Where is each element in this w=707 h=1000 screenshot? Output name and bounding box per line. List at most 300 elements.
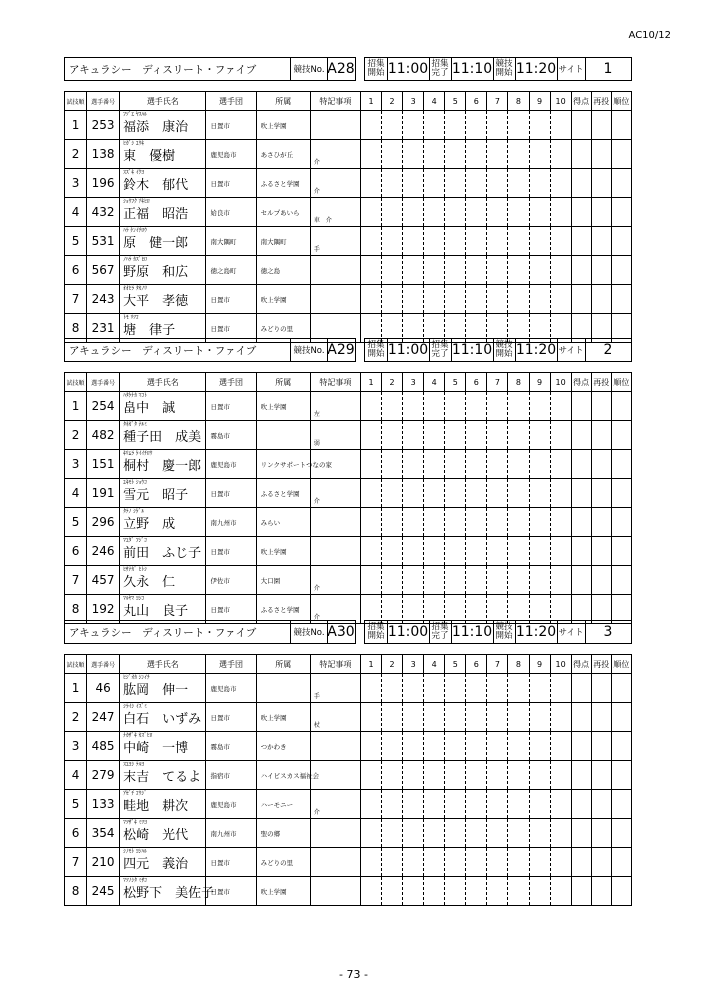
player-affiliation: あさひが丘	[256, 140, 310, 169]
total-score-cell	[571, 566, 591, 595]
player-team: 伊佐市	[206, 566, 256, 595]
player-row	[65, 848, 632, 877]
column-header: 6	[466, 92, 487, 111]
comp-start-time: 11:20	[515, 61, 557, 77]
column-header: 1	[361, 373, 382, 392]
rank-cell	[611, 819, 631, 848]
column-header: 3	[403, 655, 424, 674]
total-score-cell	[571, 819, 591, 848]
player-number: 354	[87, 819, 120, 848]
player-furigana: ｼﾗｲｼ ｲｽﾞﾐ	[123, 704, 147, 710]
total-score-cell	[571, 140, 591, 169]
player-team: 霧島市	[206, 732, 256, 761]
player-number: 432	[87, 198, 120, 227]
score-cell-8	[508, 877, 529, 906]
player-furigana: ﾌｿﾞｴ ﾔｽﾊﾙ	[123, 112, 147, 118]
player-row	[65, 111, 632, 140]
score-cell-3	[403, 285, 424, 314]
player-affiliation: 吹上学園	[256, 537, 310, 566]
score-cell-4	[424, 421, 445, 450]
player-name: 松野下 美佐子	[123, 886, 215, 901]
score-cell-9	[529, 421, 550, 450]
score-cell-6	[466, 285, 487, 314]
site-label: サイト	[558, 628, 584, 638]
score-cell-10	[550, 169, 571, 198]
player-furigana: ﾄﾓ ﾘﾂｺ	[123, 315, 139, 321]
score-cell-2	[382, 227, 403, 256]
player-team: 姶良市	[206, 198, 256, 227]
score-cell-6	[466, 198, 487, 227]
score-cell-7	[487, 256, 508, 285]
rank-cell	[611, 761, 631, 790]
score-cell-5	[445, 169, 466, 198]
column-header: 9	[529, 373, 550, 392]
score-cell-5	[445, 848, 466, 877]
player-affiliation: ハイビスカス福祉会	[256, 761, 310, 790]
column-header: 再投	[591, 92, 611, 111]
score-cell-7	[487, 508, 508, 537]
rethrow-cell	[591, 537, 611, 566]
player-team: 南九州市	[206, 819, 256, 848]
score-cell-8	[508, 198, 529, 227]
score-cell-9	[529, 198, 550, 227]
player-team: 南九州市	[206, 508, 256, 537]
player-row	[65, 140, 632, 169]
score-cell-1	[361, 285, 382, 314]
player-name-cell	[120, 392, 206, 421]
player-row	[65, 479, 632, 508]
call-start-label: 招集 開始	[367, 58, 385, 78]
score-cell-2	[382, 848, 403, 877]
player-furigana: ﾕｷﾓﾄ ｼｮｳｺ	[123, 480, 147, 486]
rank-cell	[611, 198, 631, 227]
score-cell-2	[382, 674, 403, 703]
player-name: 大平 孝徳	[123, 294, 189, 309]
rank-cell	[611, 111, 631, 140]
score-cell-9	[529, 111, 550, 140]
score-cell-7	[487, 169, 508, 198]
player-row	[65, 450, 632, 479]
total-score-cell	[571, 479, 591, 508]
column-header: 10	[550, 373, 571, 392]
player-table	[64, 91, 632, 343]
player-affiliation: 吹上学園	[256, 703, 310, 732]
score-cell-2	[382, 256, 403, 285]
score-cell-6	[466, 537, 487, 566]
rethrow-cell	[591, 227, 611, 256]
column-header: 試技順	[65, 373, 87, 392]
player-furigana: ﾅｶｻﾞｷ ｶｽﾞﾋﾛ	[123, 733, 153, 739]
player-name-cell	[120, 537, 206, 566]
player-name: 畠中 誠	[123, 401, 176, 416]
column-header: 4	[424, 373, 445, 392]
trial-order: 2	[65, 703, 87, 732]
player-name-cell	[120, 421, 206, 450]
player-note: 介	[310, 790, 360, 819]
score-cell-8	[508, 450, 529, 479]
score-cell-8	[508, 140, 529, 169]
score-cell-2	[382, 198, 403, 227]
column-header: 10	[550, 655, 571, 674]
score-cell-8	[508, 790, 529, 819]
trial-order: 8	[65, 595, 87, 624]
score-cell-6	[466, 392, 487, 421]
call-end-time: 11:10	[451, 61, 493, 77]
score-cell-3	[403, 877, 424, 906]
score-cell-1	[361, 479, 382, 508]
player-furigana: ﾀﾃﾉ ｼｹﾞﾙ	[123, 509, 145, 515]
player-name: 桐村 慶一郎	[123, 459, 202, 474]
score-cell-3	[403, 537, 424, 566]
score-cell-8	[508, 537, 529, 566]
rethrow-cell	[591, 790, 611, 819]
score-cell-8	[508, 732, 529, 761]
player-furigana: ﾏﾙﾔﾏ ﾖｼｺ	[123, 596, 145, 602]
player-note	[310, 537, 360, 566]
score-cell-9	[529, 703, 550, 732]
call-start-label: 招集 開始	[367, 339, 385, 359]
score-cell-2	[382, 111, 403, 140]
call-end-label: 招集 完了	[431, 58, 449, 78]
score-cell-4	[424, 508, 445, 537]
column-header: 順位	[611, 92, 631, 111]
rethrow-cell	[591, 285, 611, 314]
column-header: 5	[445, 655, 466, 674]
player-furigana: ﾊﾗ ｹﾝｲﾁﾛｳ	[123, 228, 147, 234]
player-row	[65, 732, 632, 761]
player-number: 457	[87, 566, 120, 595]
rank-cell	[611, 848, 631, 877]
comp-start-label: 競技 開始	[495, 621, 513, 641]
score-cell-10	[550, 848, 571, 877]
player-number: 485	[87, 732, 120, 761]
player-name-cell	[120, 674, 206, 703]
site-number: 1	[603, 61, 613, 77]
player-team: 南大隅町	[206, 227, 256, 256]
score-cell-7	[487, 285, 508, 314]
player-name: 久永 仁	[123, 575, 176, 590]
column-header: 9	[529, 655, 550, 674]
rank-cell	[611, 421, 631, 450]
total-score-cell	[571, 508, 591, 537]
column-header-row	[65, 655, 632, 674]
score-cell-5	[445, 392, 466, 421]
player-note	[310, 848, 360, 877]
score-cell-9	[529, 140, 550, 169]
score-cell-2	[382, 169, 403, 198]
player-number: 296	[87, 508, 120, 537]
player-team: 鹿児島市	[206, 140, 256, 169]
player-note	[310, 285, 360, 314]
score-cell-5	[445, 703, 466, 732]
rethrow-cell	[591, 450, 611, 479]
score-cell-7	[487, 674, 508, 703]
score-cell-6	[466, 111, 487, 140]
score-cell-1	[361, 790, 382, 819]
column-header-row	[65, 92, 632, 111]
score-cell-9	[529, 227, 550, 256]
score-cell-1	[361, 732, 382, 761]
score-cell-2	[382, 450, 403, 479]
player-note	[310, 819, 360, 848]
score-cell-8	[508, 508, 529, 537]
column-header: 特記事項	[310, 92, 360, 111]
rank-cell	[611, 256, 631, 285]
trial-order: 6	[65, 256, 87, 285]
score-cell-5	[445, 227, 466, 256]
column-header: 順位	[611, 373, 631, 392]
player-team: 日置市	[206, 848, 256, 877]
score-cell-4	[424, 732, 445, 761]
column-header: 7	[487, 92, 508, 111]
trial-order: 5	[65, 790, 87, 819]
comp-start-time: 11:20	[515, 342, 557, 358]
score-cell-6	[466, 479, 487, 508]
player-name: 雪元 昭子	[123, 488, 189, 503]
page-number: - 73 -	[339, 968, 368, 981]
player-furigana: ｵｵﾋﾗ ﾀｶﾉﾘ	[123, 286, 147, 292]
rethrow-cell	[591, 508, 611, 537]
score-cell-4	[424, 450, 445, 479]
trial-order: 5	[65, 508, 87, 537]
column-header: 2	[382, 373, 403, 392]
player-number: 246	[87, 537, 120, 566]
player-team: 鹿児島市	[206, 790, 256, 819]
score-cell-5	[445, 285, 466, 314]
player-name-cell	[120, 450, 206, 479]
player-number: 192	[87, 595, 120, 624]
player-name: 前田 ふじ子	[123, 546, 202, 561]
score-cell-10	[550, 566, 571, 595]
total-score-cell	[571, 421, 591, 450]
column-header: 2	[382, 655, 403, 674]
site-label: サイト	[558, 346, 584, 356]
score-cell-1	[361, 508, 382, 537]
player-name-cell	[120, 703, 206, 732]
score-cell-3	[403, 140, 424, 169]
trial-order: 7	[65, 285, 87, 314]
score-cell-3	[403, 508, 424, 537]
player-row	[65, 285, 632, 314]
player-team: 徳之島町	[206, 256, 256, 285]
player-team: 日置市	[206, 392, 256, 421]
player-name: 福添 康治	[123, 120, 189, 135]
score-cell-10	[550, 227, 571, 256]
score-cell-1	[361, 256, 382, 285]
rank-cell	[611, 450, 631, 479]
rank-cell	[611, 227, 631, 256]
player-note	[310, 877, 360, 906]
rank-cell	[611, 392, 631, 421]
score-cell-10	[550, 198, 571, 227]
rank-cell	[611, 703, 631, 732]
player-row	[65, 703, 632, 732]
event-no-label: 競技No.	[293, 346, 325, 356]
score-cell-3	[403, 790, 424, 819]
score-cell-2	[382, 790, 403, 819]
score-cell-4	[424, 285, 445, 314]
score-cell-5	[445, 140, 466, 169]
player-affiliation: リンクサポートつなの家	[256, 450, 310, 479]
column-header: 再投	[591, 655, 611, 674]
player-note	[310, 256, 360, 285]
player-name: 四元 義治	[123, 857, 189, 872]
score-cell-3	[403, 421, 424, 450]
score-cell-4	[424, 392, 445, 421]
score-cell-6	[466, 508, 487, 537]
player-furigana: ﾏﾂﾉｼﾀ ﾐｻｺ	[123, 878, 147, 884]
score-cell-10	[550, 140, 571, 169]
score-cell-5	[445, 256, 466, 285]
column-header: 6	[466, 655, 487, 674]
score-cell-9	[529, 790, 550, 819]
score-cell-4	[424, 479, 445, 508]
column-header: 所属	[256, 655, 310, 674]
player-number: 253	[87, 111, 120, 140]
player-team: 日置市	[206, 169, 256, 198]
column-header: 得点	[571, 373, 591, 392]
player-name: 白石 いずみ	[123, 712, 202, 727]
player-affiliation: 吹上学園	[256, 877, 310, 906]
rank-cell	[611, 877, 631, 906]
column-header: 6	[466, 373, 487, 392]
column-header: 順位	[611, 655, 631, 674]
score-cell-3	[403, 479, 424, 508]
trial-order: 8	[65, 314, 87, 343]
player-note: 介	[310, 566, 360, 595]
player-number: 245	[87, 877, 120, 906]
trial-order: 4	[65, 198, 87, 227]
score-cell-4	[424, 256, 445, 285]
score-cell-10	[550, 256, 571, 285]
total-score-cell	[571, 227, 591, 256]
score-cell-7	[487, 227, 508, 256]
total-score-cell	[571, 877, 591, 906]
player-name-cell	[120, 285, 206, 314]
rethrow-cell	[591, 703, 611, 732]
score-cell-9	[529, 566, 550, 595]
heat-code: A30	[327, 624, 355, 640]
total-score-cell	[571, 392, 591, 421]
player-name: 松崎 光代	[123, 828, 189, 843]
player-team: 日置市	[206, 595, 256, 624]
player-furigana: ﾋｶﾞｼ ﾕｳｷ	[123, 141, 145, 147]
score-cell-8	[508, 479, 529, 508]
score-cell-3	[403, 732, 424, 761]
player-note: 弱	[310, 421, 360, 450]
score-cell-6	[466, 140, 487, 169]
player-furigana: ｷﾘﾑﾗ ｹｲｲﾁﾛｳ	[123, 451, 153, 457]
column-header-row	[65, 373, 632, 392]
player-note: 車 介	[310, 198, 360, 227]
score-cell-4	[424, 537, 445, 566]
column-header: 選手氏名	[120, 92, 206, 111]
score-cell-2	[382, 761, 403, 790]
score-cell-8	[508, 111, 529, 140]
score-cell-2	[382, 479, 403, 508]
score-cell-5	[445, 537, 466, 566]
call-start-time: 11:00	[387, 342, 429, 358]
player-note: 手	[310, 674, 360, 703]
score-cell-10	[550, 537, 571, 566]
player-number: 196	[87, 169, 120, 198]
score-cell-2	[382, 537, 403, 566]
score-cell-9	[529, 479, 550, 508]
player-name: 末吉 てるよ	[123, 770, 202, 785]
trial-order: 2	[65, 140, 87, 169]
rethrow-cell	[591, 674, 611, 703]
score-cell-3	[403, 256, 424, 285]
player-name-cell	[120, 566, 206, 595]
score-cell-10	[550, 285, 571, 314]
column-header: 選手氏名	[120, 373, 206, 392]
score-cell-9	[529, 256, 550, 285]
player-furigana: ﾏｴﾀﾞ ﾌｼﾞｺ	[123, 538, 147, 544]
score-cell-2	[382, 508, 403, 537]
player-affiliation	[256, 421, 310, 450]
score-cell-8	[508, 703, 529, 732]
player-furigana: ｽｽﾞｷ ｲｸﾖ	[123, 170, 145, 176]
score-cell-10	[550, 703, 571, 732]
player-row	[65, 392, 632, 421]
score-cell-6	[466, 256, 487, 285]
call-end-label: 招集 完了	[431, 339, 449, 359]
score-cell-4	[424, 761, 445, 790]
player-number: 254	[87, 392, 120, 421]
trial-order: 6	[65, 819, 87, 848]
player-furigana: ｼｮｳﾌｸ ｱｷﾋﾛ	[123, 199, 150, 205]
score-cell-2	[382, 140, 403, 169]
total-score-cell	[571, 450, 591, 479]
player-affiliation: 南大隅町	[256, 227, 310, 256]
score-cell-3	[403, 198, 424, 227]
player-table	[64, 654, 632, 906]
score-cell-10	[550, 508, 571, 537]
score-cell-9	[529, 732, 550, 761]
score-cell-7	[487, 790, 508, 819]
trial-order: 8	[65, 877, 87, 906]
score-cell-5	[445, 566, 466, 595]
score-cell-5	[445, 508, 466, 537]
player-affiliation: セルプあいら	[256, 198, 310, 227]
trial-order: 6	[65, 537, 87, 566]
rank-cell	[611, 285, 631, 314]
score-cell-2	[382, 566, 403, 595]
player-affiliation: 吹上学園	[256, 392, 310, 421]
player-row	[65, 566, 632, 595]
total-score-cell	[571, 732, 591, 761]
call-end-time: 11:10	[451, 342, 493, 358]
score-cell-6	[466, 703, 487, 732]
heat-header	[64, 338, 632, 362]
trial-order: 7	[65, 566, 87, 595]
player-affiliation	[256, 674, 310, 703]
column-header: 5	[445, 373, 466, 392]
total-score-cell	[571, 848, 591, 877]
score-cell-9	[529, 674, 550, 703]
score-cell-4	[424, 169, 445, 198]
column-header: 8	[508, 373, 529, 392]
trial-order: 3	[65, 450, 87, 479]
score-cell-1	[361, 392, 382, 421]
site-number: 3	[603, 624, 613, 640]
player-furigana: ﾋｻﾅｶﾞ ﾋﾄｼ	[123, 567, 147, 573]
column-header: 1	[361, 92, 382, 111]
score-cell-1	[361, 537, 382, 566]
rethrow-cell	[591, 819, 611, 848]
player-name: 肱岡 伸一	[123, 683, 189, 698]
player-number: 247	[87, 703, 120, 732]
